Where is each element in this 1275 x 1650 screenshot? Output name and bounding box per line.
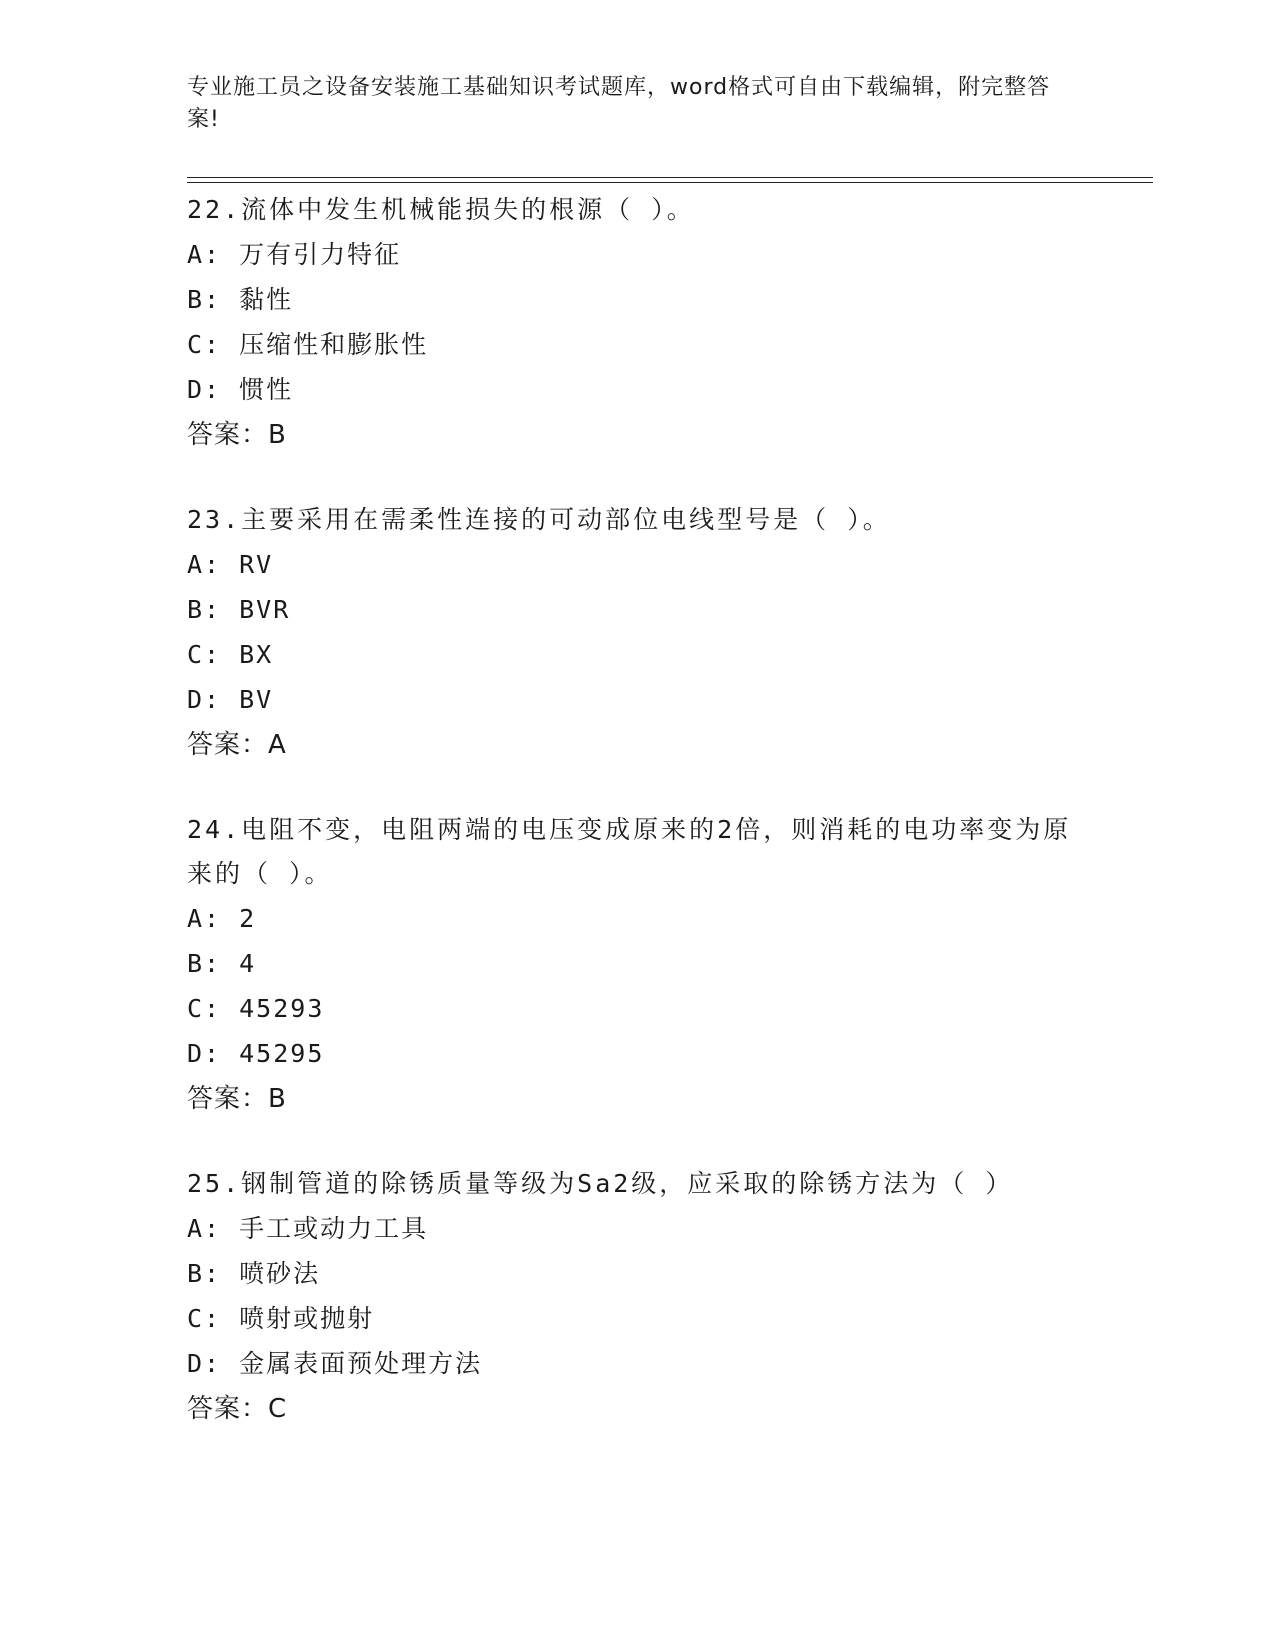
- question-stem: 24.电阻不变，电阻两端的电压变成原来的2倍，则消耗的电功率变为原来的（ ）。: [187, 815, 1072, 888]
- option-c: [187, 986, 1087, 1031]
- question-24: [187, 808, 1087, 1122]
- option-text: 4: [239, 949, 257, 978]
- option-letter: A:: [187, 240, 222, 269]
- option-text: 手工或动力工具: [239, 1214, 429, 1243]
- option-text: 金属表面预处理方法: [239, 1349, 483, 1378]
- option-a: [187, 542, 1087, 587]
- option-letter: D:: [187, 375, 222, 404]
- option-c: [187, 632, 1087, 677]
- option-text: 45295: [239, 1039, 325, 1068]
- option-letter: A:: [187, 904, 222, 933]
- option-letter: B:: [187, 949, 222, 978]
- header-divider-top: [187, 177, 1153, 178]
- answer-line: 答案：C: [187, 1394, 288, 1424]
- option-a: [187, 896, 1087, 941]
- answer-line: 答案：B: [187, 420, 287, 450]
- option-letter: D:: [187, 1349, 222, 1378]
- question-stem: 23.主要采用在需柔性连接的可动部位电线型号是（ ）。: [187, 505, 891, 534]
- option-text: 惯性: [239, 375, 294, 404]
- option-letter: B:: [187, 285, 222, 314]
- question-25: [187, 1162, 1087, 1432]
- option-text: 45293: [239, 994, 325, 1023]
- option-text: BVR: [239, 595, 291, 624]
- option-d: [187, 367, 1087, 412]
- answer-line: 答案：A: [187, 730, 287, 760]
- option-a: [187, 1206, 1087, 1251]
- option-d: [187, 1031, 1087, 1076]
- option-text: BX: [239, 640, 274, 669]
- option-d: [187, 677, 1087, 722]
- option-letter: C:: [187, 640, 222, 669]
- answer-line: 答案：B: [187, 1084, 287, 1114]
- option-b: [187, 277, 1087, 322]
- page-header-title: 专业施工员之设备安装施工基础知识考试题库，word格式可自由下载编辑，附完整答案!: [187, 75, 1051, 132]
- option-text: 黏性: [239, 285, 294, 314]
- option-c: [187, 1296, 1087, 1341]
- option-text: 喷砂法: [239, 1259, 321, 1288]
- question-list: [187, 188, 1087, 1472]
- option-b: [187, 587, 1087, 632]
- option-b: [187, 1251, 1087, 1296]
- option-letter: A:: [187, 550, 222, 579]
- option-text: 喷射或抛射: [239, 1304, 375, 1333]
- option-letter: B:: [187, 595, 222, 624]
- header-divider-bottom: [187, 182, 1153, 183]
- option-b: [187, 941, 1087, 986]
- option-text: RV: [239, 550, 274, 579]
- option-text: BV: [239, 685, 274, 714]
- option-letter: D:: [187, 1039, 222, 1068]
- option-c: [187, 322, 1087, 367]
- option-text: 压缩性和膨胀性: [239, 330, 429, 359]
- question-22: [187, 188, 1087, 458]
- question-stem: 25.钢制管道的除锈质量等级为Sa2级，应采取的除锈方法为（ ）: [187, 1169, 1014, 1198]
- option-letter: C:: [187, 994, 222, 1023]
- option-letter: B:: [187, 1259, 222, 1288]
- option-text: 2: [239, 904, 257, 933]
- option-d: [187, 1341, 1087, 1386]
- option-letter: A:: [187, 1214, 222, 1243]
- question-23: [187, 498, 1087, 768]
- option-letter: C:: [187, 1304, 222, 1333]
- option-text: 万有引力特征: [239, 240, 402, 269]
- option-letter: D:: [187, 685, 222, 714]
- question-stem: 22.流体中发生机械能损失的根源（ ）。: [187, 195, 695, 224]
- option-letter: C:: [187, 330, 222, 359]
- option-a: [187, 232, 1087, 277]
